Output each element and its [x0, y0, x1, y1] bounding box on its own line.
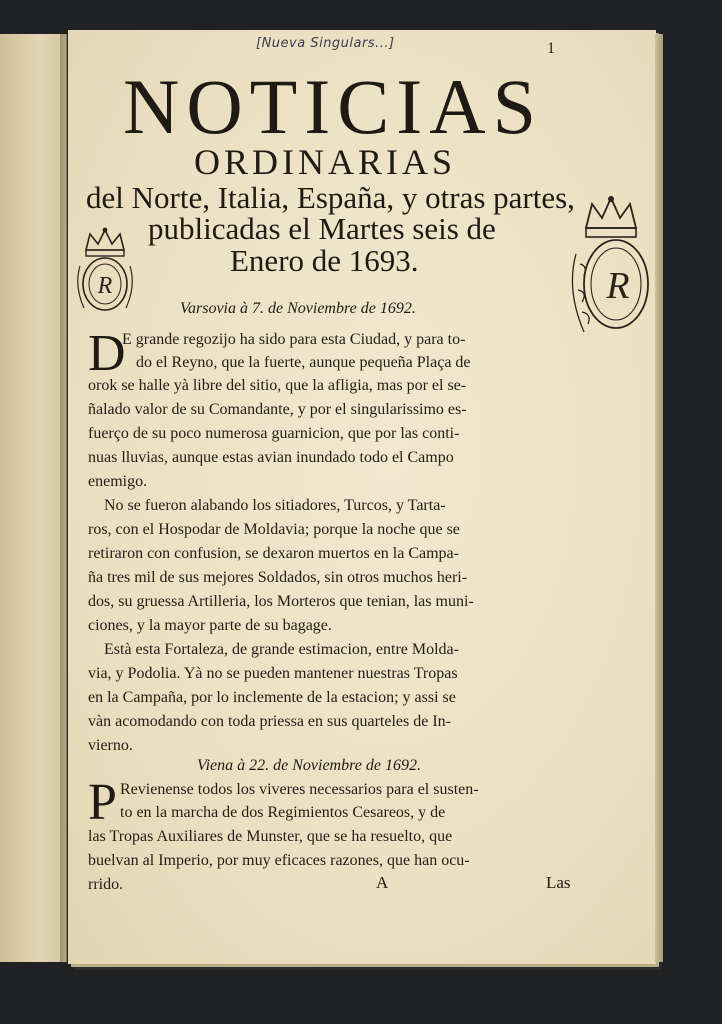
- text-line: E grande regozijo ha sido para esta Ciudad, y para to-: [122, 331, 466, 348]
- text-line: en la Campaña, por lo inclemente de la estacion; y assi se: [88, 689, 456, 706]
- document-subtitle: ORDINARIAS: [193, 142, 456, 182]
- text-line: ñalado valor de su Comandante, y por el singularissimo es-: [88, 401, 467, 418]
- text-line: to en la marcha de dos Regimientos Cesareos, y de: [120, 804, 446, 821]
- text-line: do el Reyno, que la fuerte, aunque pequeña Plaça de: [136, 354, 471, 371]
- text-line: No se fueron alabando los sitiadores, Turcos, y Tarta-: [104, 497, 446, 514]
- text-line: ña tres mil de sus mejores Soldados, sin otros muchos heri-: [88, 569, 468, 586]
- document-title: NOTICIAS: [123, 63, 543, 150]
- text-line: via, y Podolia. Yà no se pueden mantener nuestras Tropas: [88, 665, 458, 682]
- signature-mark: A: [376, 873, 389, 892]
- text-line: ciones, y la mayor parte de su bagage.: [88, 617, 332, 634]
- title-line: publicadas el Martes seis de: [148, 211, 496, 246]
- facing-page: [0, 34, 67, 962]
- monogram-letter: R: [606, 265, 630, 307]
- drop-cap: D: [88, 325, 126, 382]
- title-line: Enero de 1693.: [230, 243, 419, 278]
- text-line: vàn acomodando con toda priessa en sus quarteles de In-: [88, 713, 451, 730]
- article-dateline: Viena à 22. de Noviembre de 1692.: [197, 757, 421, 774]
- monogram-letter: R: [97, 273, 113, 299]
- title-line: del Norte, Italia, España, y otras partes,: [86, 180, 575, 215]
- catchword: Las: [546, 873, 571, 892]
- page-edge: [655, 34, 663, 962]
- text-line: Està esta Fortaleza, de grande estimacion, entre Molda-: [104, 641, 459, 658]
- article-dateline: Varsovia à 7. de Noviembre de 1692.: [180, 300, 416, 317]
- crowned-monogram-emblem: [566, 194, 656, 342]
- text-line: fuerço de su poco numerosa guarnicion, que por las conti-: [88, 425, 460, 442]
- crowned-monogram-emblem: [72, 226, 138, 318]
- text-line: las Tropas Auxiliares de Munster, que se ha resuelto, que: [88, 828, 453, 845]
- text-line: enemigo.: [88, 473, 148, 490]
- text-line: retiraron con confusion, se dexaron muertos en la Campa-: [88, 545, 459, 562]
- text-line: ros, con el Hospodar de Moldavia; porque la noche que se: [88, 521, 460, 538]
- text-line: dos, su gruessa Artilleria, los Morteros que tenian, las muni-: [88, 593, 474, 610]
- text-line: nuas lluvias, aunque estas avian inundado todo el Campo: [88, 449, 454, 466]
- text-line: Revienense todos los viveres necessarios para el susten-: [120, 781, 479, 798]
- handwritten-note: [Nueva Singulars...]: [256, 36, 395, 51]
- text-line: orok se halle yà libre del sitio, que la afligia, mas por el se-: [88, 377, 467, 394]
- text-line: vierno.: [88, 737, 133, 754]
- page-number: 1: [547, 40, 555, 57]
- drop-cap: P: [88, 774, 117, 831]
- text-line: rrido.: [88, 876, 124, 893]
- text-line: buelvan al Imperio, por muy eficaces razones, que han ocu-: [88, 852, 470, 869]
